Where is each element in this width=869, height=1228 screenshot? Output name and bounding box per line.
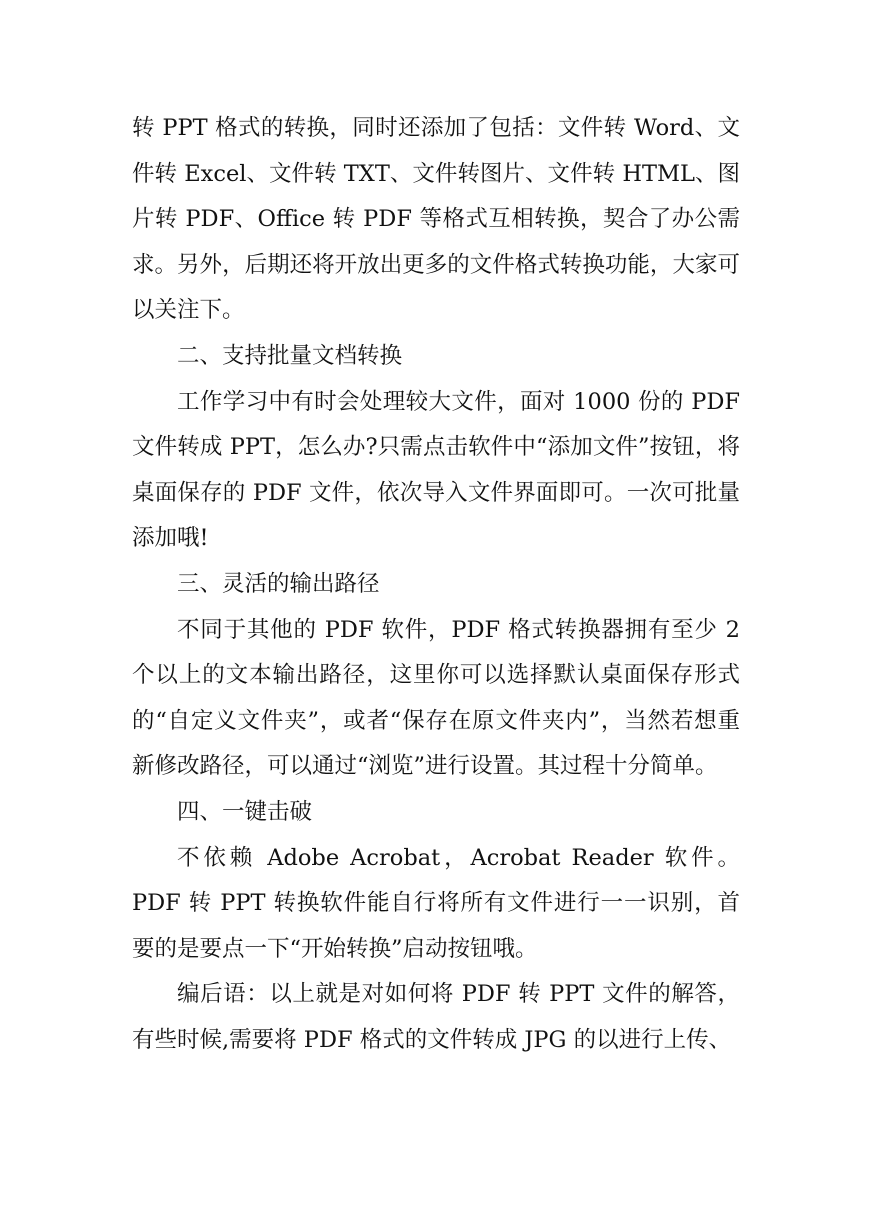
paragraph-format-conversion: 转 PPT 格式的转换，同时还添加了包括：文件转 Word、文件转 Excel、文件转 TXT、文件转图片、文件转 HTML、图片转 PDF、Office 转 PDF 等格式互相转换，契合了办公需求。另外，后期还将开放出更多的文件格式转换功能，大家可以关注下。 <box>132 115 740 324</box>
paragraph-output-path: 不同于其他的 PDF 软件，PDF 格式转换器拥有至少 2 个以上的文本输出路径，这里你可以选择默认桌面保存形式的“自定义文件夹”，或者“保存在原文件夹内”，当然若想重新修改路径，可以通过“浏览”进行设置。其过程十分简单。 <box>132 616 740 780</box>
heading-output-path: 三、灵活的输出路径 <box>177 570 380 597</box>
paragraph-batch-conversion: 工作学习中有时会处理较大文件，面对 1000 份的 PDF 文件转成 PPT，怎么办?只需点击软件中“添加文件”按钮，将桌面保存的 PDF 文件，依次导入文件界面即可。一次可批量添加哦! <box>132 388 740 552</box>
paragraph-one-click: 不依赖 Adobe Acrobat，Acrobat Reader 软件。PDF 转 PPT 转换软件能自行将所有文件进行一一识别，首要的是要点一下“开始转换”启动按钮哦。 <box>132 844 740 962</box>
document-body <box>132 106 740 1063</box>
heading-batch-conversion: 二、支持批量文档转换 <box>177 342 403 369</box>
heading-one-click: 四、一键击破 <box>177 798 313 825</box>
paragraph-editor-note: 编后语：以上就是对如何将 PDF 转 PPT 文件的解答，有些时候,需要将 PDF 格式的文件转成 JPG 的以进行上传、 <box>132 981 740 1053</box>
